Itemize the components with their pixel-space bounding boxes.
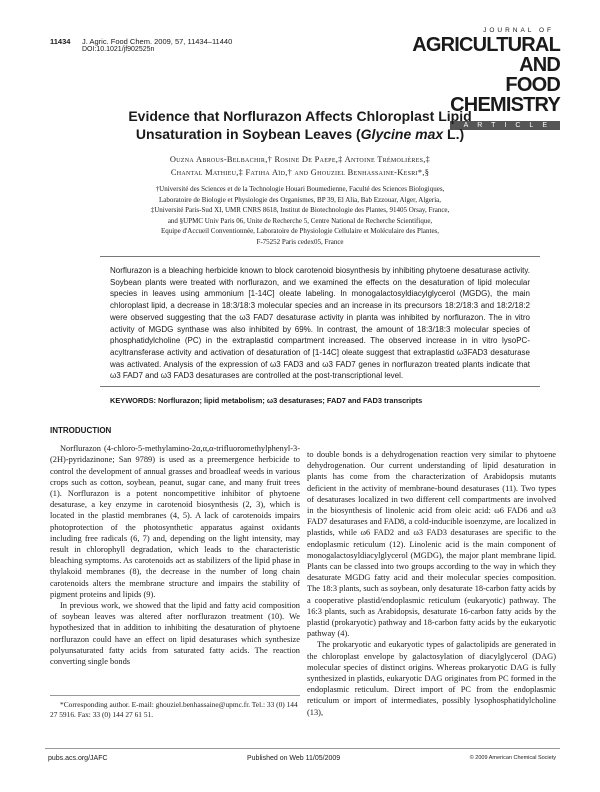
paragraph: The prokaryotic and eukaryotic types of galactolipids are generated in the chloroplast envelope by galactosylation of diacylglycerol (DAG) molecular species of distinct origins. Whereas prokaryotic DAG is fully synthesized in plastids, eukaryotic DAG originates from PC formed in the endoplasmic reticulum. Direct import of PC from the endoplasmic reticulum or import of intermediates, possibly lysophosphatidylcholine (13), [307, 640, 556, 717]
paragraph: Norflurazon (4-chloro-5-methylamino-2α,α,α-trifluoromethylphenyl-3-(2H)-pyridazinone; San 9789) is used as a preemergence herbicide to control the development of annual grasses and broadleaf weeds in various crops such as cotton, soybean, peanut, sugar cane, and many fruit trees (1). Norflurazon is a potent noncompetitive inhibitor of phytoene desaturase, a key enzyme in carotenoid biosynthesis (2, 3), which is located in the plastid membranes (4, 5). A lack of carotenoids impairs photoprotection of the photosynthetic apparatus against oxidants including free radicals (6, 7) and, depending on the light intensity, may result in chlorophyll degradation, which leads to the characteristic bleaching symptoms. As carotenoids act as stabilizers of the lipid phase in thylakoid membranes (8), the decrease in the number of long chain carotenoids alters the membrane structure and impairs the stability of pigment proteins and lipids (9). [50, 444, 300, 599]
authors-line1: Ouzna Abrous-Belbachir,† Rosine De Paepe,‡ Antoine Trémolières,‡ [169, 155, 431, 164]
doi: DOI:10.1021/jf902525n [82, 46, 155, 53]
title-line2: Unsaturation in Soybean Leaves (Glycine max L.) [135, 126, 465, 142]
paragraph: to double bonds is a dehydrogenation reaction very similar to phytoene dehydrogenation. Our current understanding of lipid desaturation in plants has come from the characterization of Arabidopsis mutants deficient in the activity of membrane-bound desaturases (11). Two types of desaturases localized in two different cell compartments are involved in the biosynthesis of linolenic acid from oleic acid: ω6 FAD6 and ω3 FAD7 desaturases and FAD8, a cold-inducible isoenzyme, are localized in plastids, while ω6 FAD2 and ω3 FAD3 desaturases are specific to the endoplasmic reticulum (12). Linolenic acid is the main component of monogalactosyldiacylglycerol (MGDG), the major plant membrane lipid. Plants can be classed into two groups according to the way in which they desaturate MGDG fatty acid and their molecular species composition. The 18:3 plants, such as soybean, only desaturate 18-carbon fatty acids by a cooperative plastid/endoplasmic reticulum (eukaryotic) pathway. The 16:3 plants, such as Arabidopsis, desaturate 16-carbon fatty acids by the plastid (prokaryotic) pathway and 18-carbon fatty acids by the eukaryotic pathway (4). [307, 450, 556, 639]
footnote-text: *Corresponding author. E-mail: ghouziel.benhassaine@upmc.fr. Tel.: 33 (0) 144 27 5916. Fax: 33 (0) 144 27 61 51. [50, 700, 298, 719]
species-name: Glycine max [360, 126, 444, 142]
journal-logo-line2: AGRICULTURAL AND [412, 33, 560, 76]
affiliation-line: Equipe d'Accueil Conventionnée, Laboratoire de Physiologie Cellulaire et Moléculaire des Plantes, [160, 227, 440, 236]
affiliation-line: F-75252 Paris cedex05, France [256, 237, 344, 246]
affiliation-line: ‡Université Paris-Sud XI, UMR CNRS 8618, Institut de Biotechnologie des Plantes, 91405 Orsay, France, [150, 206, 450, 215]
journal-logo-line1: JOURNAL OF [483, 27, 554, 34]
journal-citation: J. Agric. Food Chem. 2009, 57, 11434–11440 [82, 37, 233, 46]
body-column-right [307, 449, 556, 718]
abstract: Norflurazon is a bleaching herbicide known to block carotenoid biosynthesis by inhibiting phytoene desaturase activity. Soybean plants were treated with norflurazon, and we examined the effects on the desaturation of lipid molecular species in leaves using ammonium [1-14C] oleate labeling. In monogalactosyldiacylglycerol (MGDG), the main chloroplast lipid, a decrease in 18:3/18:3 molecular species and an increase in its precursors 18:2/18:3 and 18:2/18:2 were observed suggesting that the ω3 FAD7 desaturase activity in planta was inhibited by norflurazon. The in vitro activity of MGDG synthase was also inhibited by 69%. In contrast, the amount of 18:3/18:3 molecular species of phosphatidylcholine (PC) in the extraplastid compartment increased. The observed increase in in vitro lysoPC-acyltransferase activity and activation of desaturation of [1-14C] oleate suggest that extraplastid ω3FAD3 desaturase was activated. Analysis of the expression of ω3 FAD3 and ω3 FAD7 genes in norflurazon treated plants indicate that ω3 FAD7 and ω3 FAD3 desaturases are controlled at the post-transcriptional level. [110, 266, 530, 381]
affiliation-line: †Université des Sciences et de la Technologie Houari Boumedienne, Faculté des Sciences Biologiques, [155, 185, 445, 193]
affiliations [70, 184, 530, 248]
authors-line2: Chantal Mathieu,‡ Fatiha Aïd,† and Ghouziel Benhassaine-Kesri*,§ [170, 168, 430, 177]
body-column-left [50, 425, 300, 667]
affiliation-line: Laboratoire de Biologie et Physiologie des Organismes, BP 39, El Alia, Bab Ezzouar, Alger, Algeria, [158, 195, 442, 204]
title-line1: Evidence that Norflurazon Affects Chloroplast Lipid [128, 108, 472, 124]
paragraph: In previous work, we showed that the lipid and fatty acid composition of soybean leaves was altered after norflurazon treatment (10). We hypothesized that in addition to inhibiting the desaturation of phytoene norflurazon could have an effect on lipid desaturases which synthesize polyunsaturated fatty acids from saturated fatty acids. The reaction converting single bonds [50, 601, 300, 667]
affiliation-line: and §UPMC Univ Paris 06, Unite de Recherche 5, Centre National de Recherche Scientifique, [167, 216, 433, 225]
corresponding-author-footnote [50, 700, 302, 720]
journal-logo-line3: FOOD CHEMISTRY [450, 73, 560, 116]
footnote-rule [50, 695, 300, 696]
footer-rule [45, 748, 560, 749]
section-heading: INTRODUCTION [50, 426, 112, 435]
copyright: © 2009 American Chemical Society [469, 755, 556, 761]
author-list [70, 153, 530, 179]
article-title [70, 107, 530, 143]
keywords: KEYWORDS: Norflurazon; lipid metabolism; ω3 desaturases; FAD7 and FAD3 transcripts [110, 396, 423, 405]
journal-url: pubs.acs.org/JAFC [48, 755, 108, 762]
page-number: 11434 [50, 37, 71, 46]
abstract-bottom-rule [100, 386, 540, 387]
abstract-top-rule [100, 256, 540, 257]
journal-logo-article: ARTICLE [450, 121, 560, 130]
publication-date: Published on Web 11/05/2009 [247, 755, 341, 762]
